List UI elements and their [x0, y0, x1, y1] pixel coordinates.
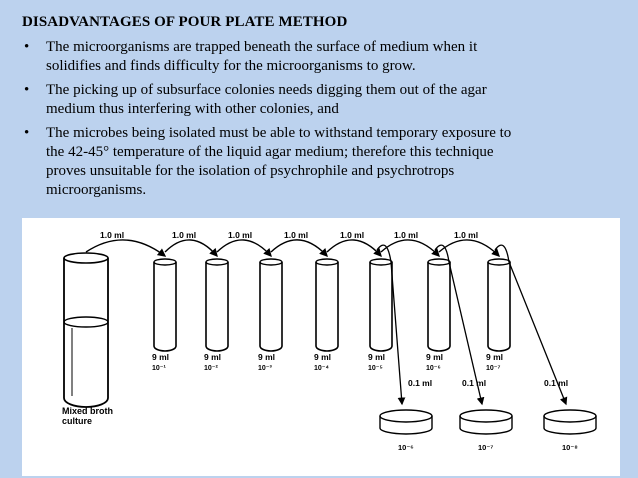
transfer-label: 1.0 ml — [284, 230, 309, 240]
stock-label: culture — [62, 416, 93, 426]
transfer-arrow — [327, 240, 381, 256]
transfer-label: 1.0 ml — [228, 230, 253, 240]
bullet-item — [22, 38, 622, 76]
tube-volume-label: 9 ml — [368, 352, 386, 362]
tube-dilution-label: 10⁻⁷ — [486, 365, 501, 372]
plate-volume-label: 0.1 ml — [408, 378, 433, 388]
tube-volume-label: 9 ml — [314, 352, 332, 362]
dilution-tube — [426, 259, 450, 372]
bullet-line: proves unsuitable for the isolation of psychrophile and psychrotrops — [46, 163, 455, 179]
transfer-label: 1.0 ml — [100, 230, 125, 240]
bullet-line: The picking up of subsurface colonies needs digging them out of the agar — [46, 82, 487, 98]
bullet-line: The microorganisms are trapped beneath the surface of medium when it — [46, 39, 478, 55]
plate-dilution-label: 10⁻⁸ — [562, 443, 578, 452]
bullet-item — [22, 124, 622, 200]
plate-dilution-label: 10⁻⁷ — [478, 443, 494, 452]
transfer-arrow — [165, 240, 217, 256]
bullet-line: medium thus interfering with other colonies, and — [46, 101, 339, 117]
bullet-line: the 42-45° temperature of the liquid agar medium; therefore this technique — [46, 144, 494, 160]
bullet-line: solidifies and finds difficulty for the microorganisms to grow. — [46, 58, 416, 74]
serial-dilution-diagram — [22, 218, 620, 476]
petri-plate — [544, 410, 596, 452]
transfer-label: 1.0 ml — [394, 230, 419, 240]
serial-dilution-figure — [22, 218, 620, 476]
tube-volume-label: 9 ml — [258, 352, 276, 362]
plate-dilution-label: 10⁻⁶ — [398, 443, 414, 452]
tube-volume-label: 9 ml — [486, 352, 504, 362]
tube-dilution-label: 10⁻⁶ — [426, 365, 441, 372]
tube-volume-label: 9 ml — [204, 352, 222, 362]
plate-volume-label: 0.1 ml — [544, 378, 569, 388]
transfer-arrow — [439, 240, 499, 256]
bullet-item — [22, 81, 622, 119]
transfer-label: 1.0 ml — [172, 230, 197, 240]
dilution-tube — [204, 259, 228, 372]
tube-volume-label: 9 ml — [152, 352, 170, 362]
plate-volume-label: 0.1 ml — [462, 378, 487, 388]
stock-label: Mixed broth — [62, 406, 113, 416]
bullet-marker: • — [24, 39, 30, 55]
bullet-list — [22, 38, 622, 205]
tube-dilution-label: 10⁻¹ — [152, 365, 166, 372]
bullet-marker: • — [24, 125, 30, 141]
transfer-arrow — [217, 240, 271, 256]
petri-plate — [380, 410, 432, 452]
tube-dilution-label: 10⁻⁴ — [314, 365, 329, 372]
slide-title: DISADVANTAGES OF POUR PLATE METHOD — [22, 14, 348, 30]
tube-dilution-label: 10⁻² — [204, 365, 218, 372]
dilution-tube — [486, 259, 510, 372]
bullet-line: The microbes being isolated must be able to withstand temporary exposure to — [46, 125, 512, 141]
transfer-arrow — [271, 240, 327, 256]
tube-volume-label: 9 ml — [426, 352, 444, 362]
bullet-line: microorganisms. — [46, 182, 147, 198]
tube-dilution-label: 10⁻⁵ — [368, 365, 383, 372]
dilution-tube — [314, 259, 338, 372]
tube-dilution-label: 10⁻³ — [258, 365, 272, 372]
dilution-tube — [368, 259, 392, 372]
transfer-label: 1.0 ml — [454, 230, 479, 240]
bullet-marker: • — [24, 82, 30, 98]
dilution-tube — [152, 259, 176, 372]
stock-tube — [64, 253, 108, 407]
dilution-tube — [258, 259, 282, 372]
plating-arrow — [377, 245, 402, 404]
petri-plate — [460, 410, 512, 452]
transfer-label: 1.0 ml — [340, 230, 365, 240]
